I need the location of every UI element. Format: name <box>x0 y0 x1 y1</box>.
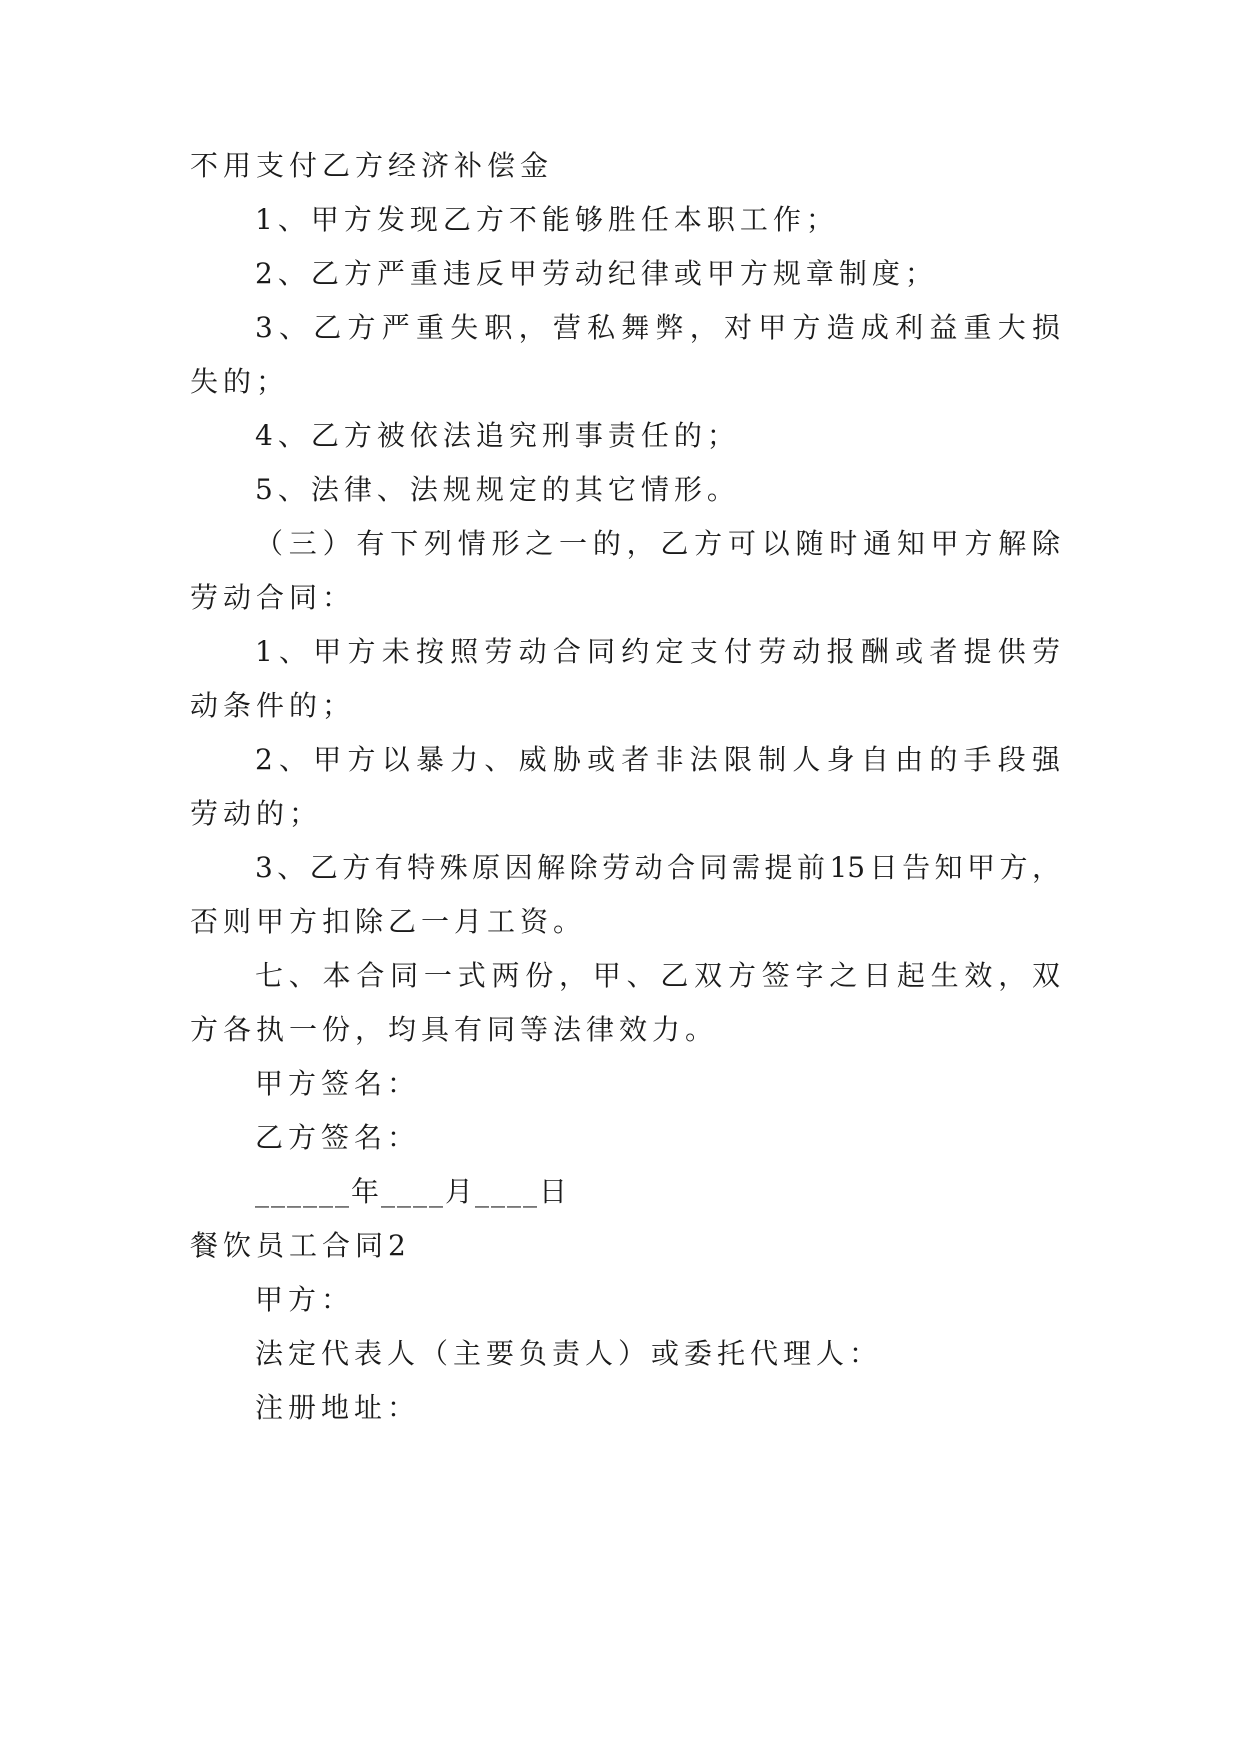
text-line: 3、乙方有特殊原因解除劳动合同需提前15日告知甲方， <box>255 851 1060 884</box>
date-line: ______年____月____日 <box>255 1175 570 1208</box>
text-line: 2、甲方以暴力、威胁或者非法限制人身自由的手段强 <box>255 743 1060 776</box>
text-line: 法定代表人（主要负责人）或委托代理人： <box>255 1337 883 1370</box>
text-line: 七、本合同一式两份，甲、乙双方签字之日起生效，双 <box>255 959 1060 992</box>
text-line: 2、乙方严重违反甲劳动纪律或甲方规章制度； <box>255 257 938 290</box>
text-line: 1、甲方未按照劳动合同约定支付劳动报酬或者提供劳 <box>255 635 1060 668</box>
text-line: 5、法律、法规规定的其它情形。 <box>255 473 740 506</box>
text-line: 失的； <box>190 365 290 398</box>
text-line: 不用支付乙方经济补偿金 <box>190 149 554 182</box>
text-line: 动条件的； <box>190 689 356 722</box>
text-line: （三）有下列情形之一的，乙方可以随时通知甲方解除 <box>255 527 1060 560</box>
text-line: 注册地址： <box>255 1391 421 1424</box>
text-line: 4、乙方被依法追究刑事责任的； <box>255 419 740 452</box>
text-line: 劳动合同： <box>190 581 356 614</box>
signature-label-party-a: 甲方签名： <box>255 1067 421 1100</box>
text-line: 3、乙方严重失职，营私舞弊，对甲方造成利益重大损 <box>255 311 1060 344</box>
text-line: 方各执一份，均具有同等法律效力。 <box>190 1013 719 1046</box>
signature-label-party-b: 乙方签名： <box>255 1121 421 1154</box>
text-line: 劳动的； <box>190 797 323 830</box>
text-line: 1、甲方发现乙方不能够胜任本职工作； <box>255 203 839 236</box>
text-line: 甲方： <box>255 1283 355 1316</box>
text-line: 否则甲方扣除乙一月工资。 <box>190 905 587 938</box>
section-title: 餐饮员工合同2 <box>190 1229 411 1262</box>
